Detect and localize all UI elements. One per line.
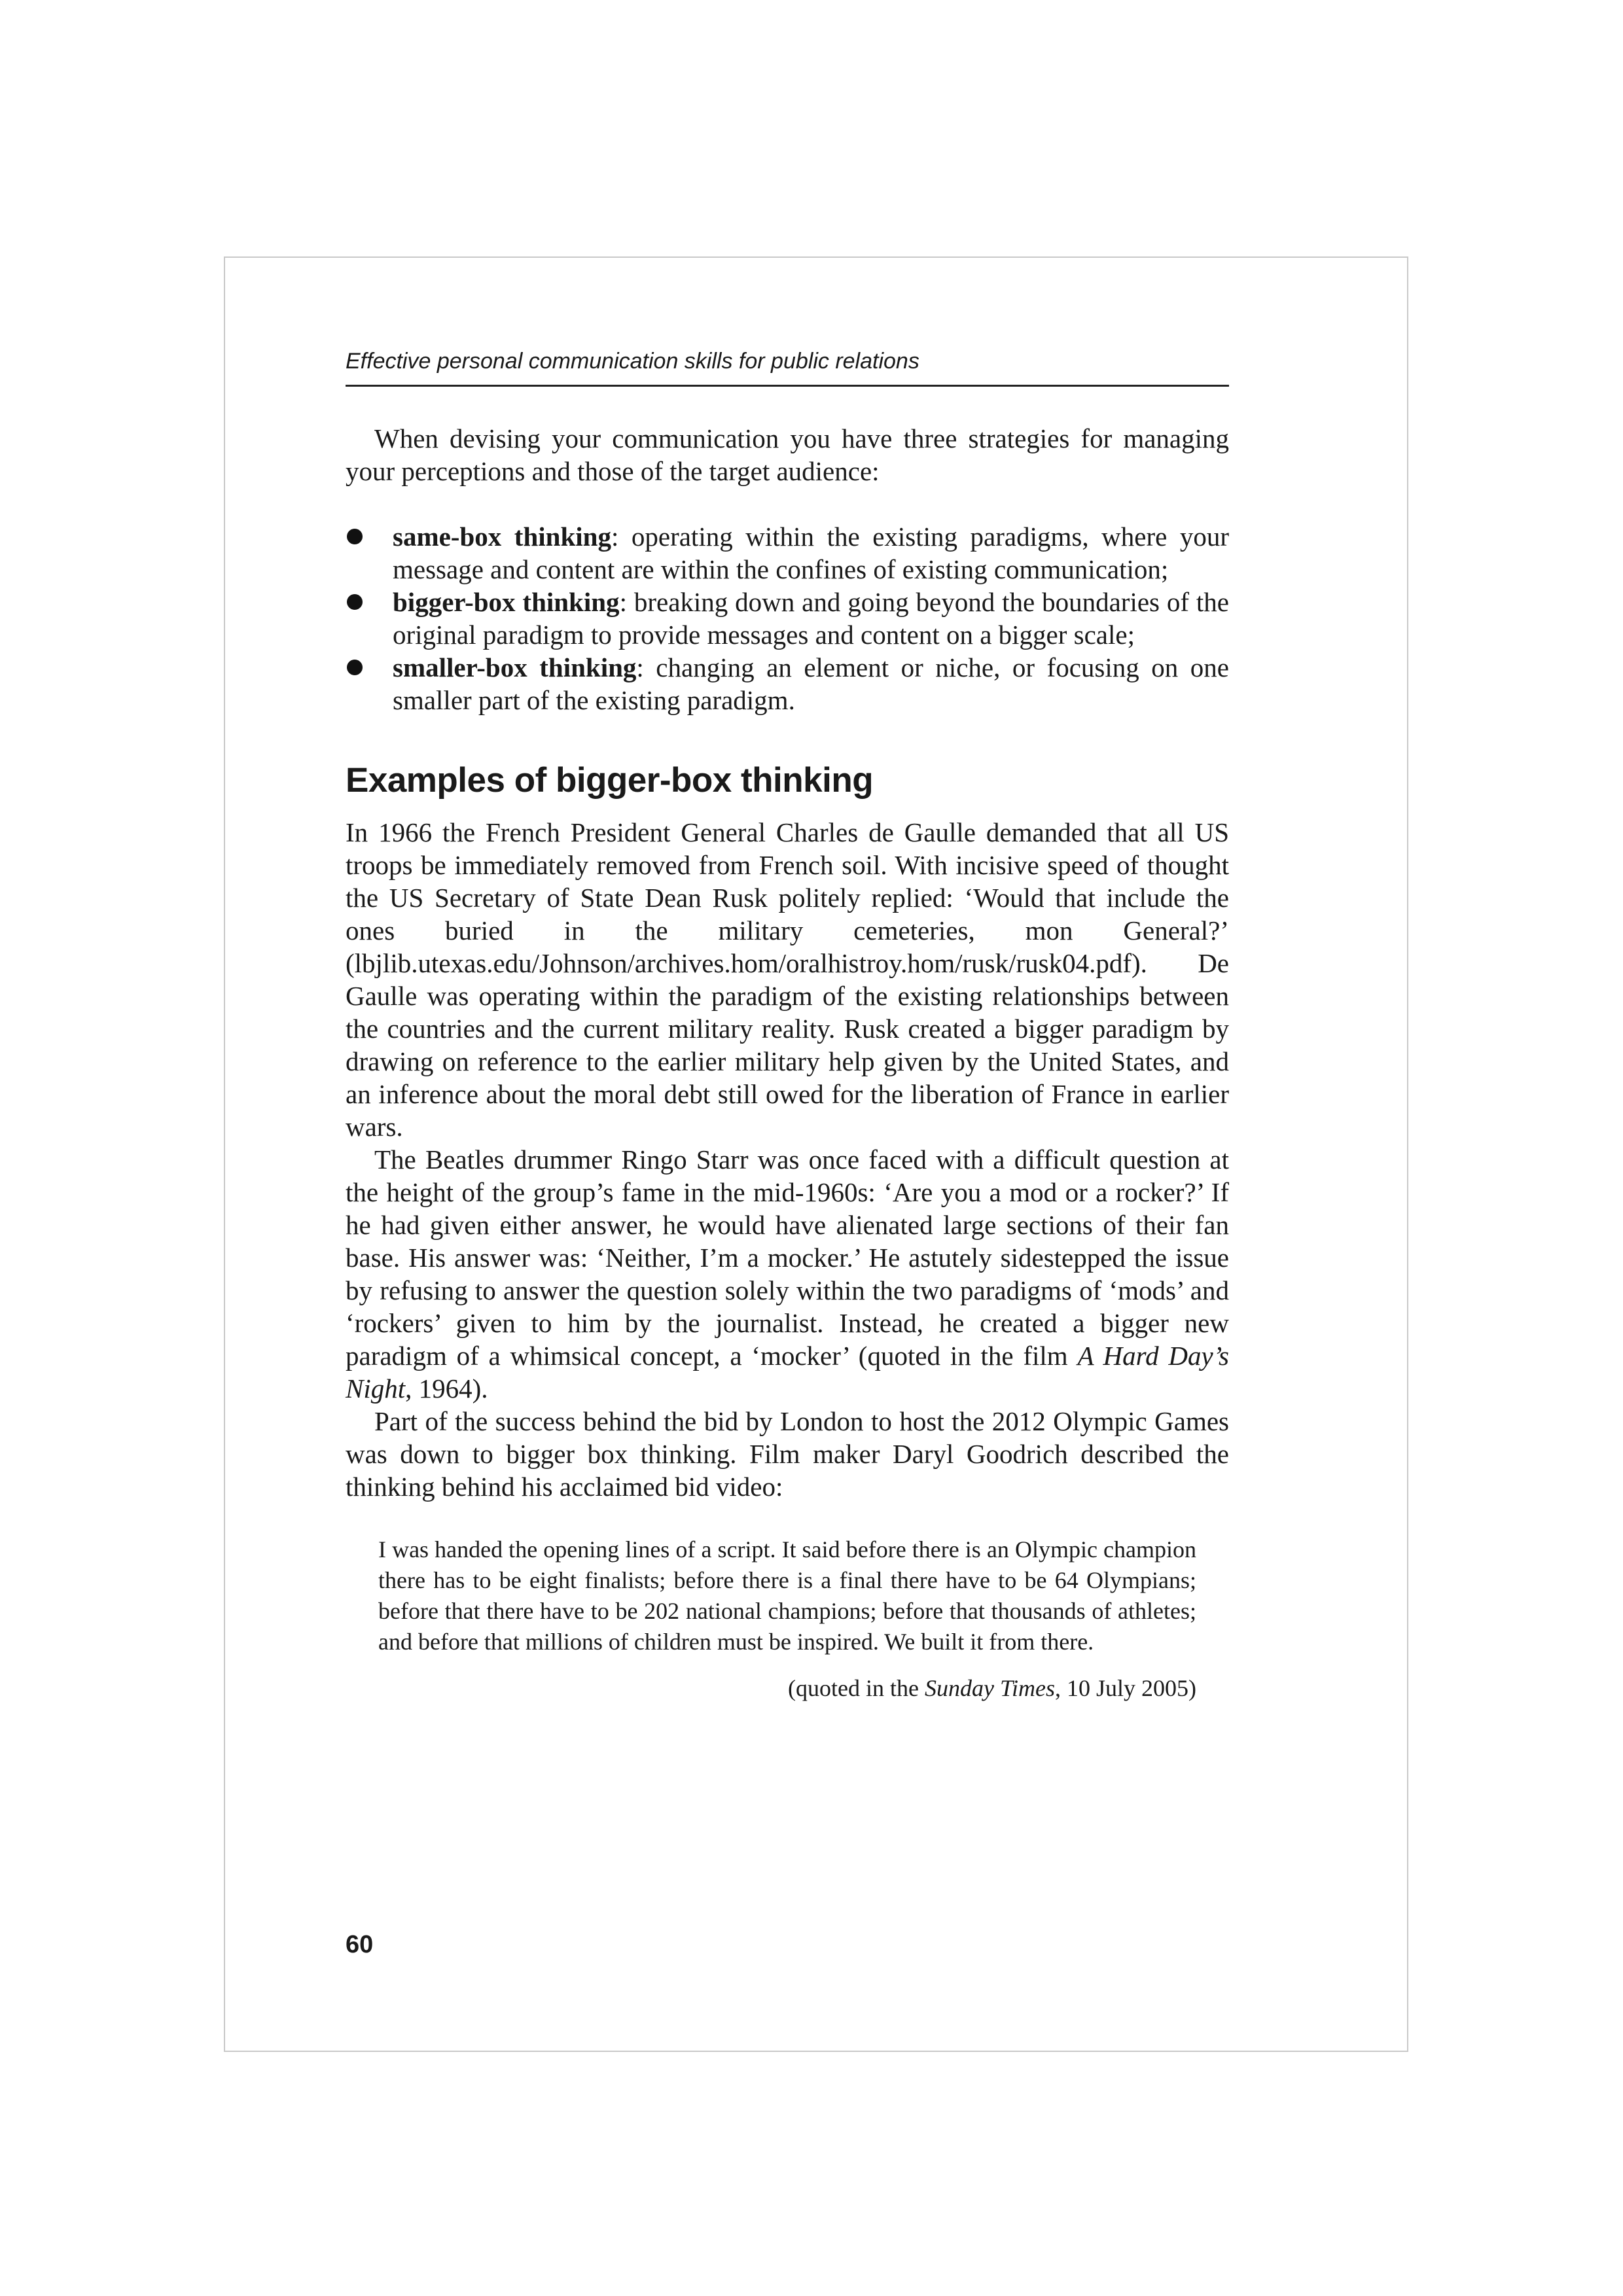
page-number: 60 bbox=[346, 1931, 374, 1958]
strategy-term: bigger-box thinking bbox=[393, 587, 620, 617]
paragraph-text-end: , 1964). bbox=[405, 1373, 488, 1404]
film-title: A Hard Day’s Night bbox=[346, 1341, 1229, 1404]
citation-date: , 10 July 2005) bbox=[1055, 1675, 1196, 1701]
strategy-description: : operating within the existing paradigms, where your message and content are within the confines of existing communication; bbox=[393, 521, 1229, 584]
bullet-icon bbox=[347, 529, 363, 544]
running-head: Effective personal communication skills for public relations bbox=[346, 347, 1229, 387]
list-item bbox=[346, 651, 1229, 716]
bullet-icon bbox=[347, 594, 363, 610]
bullet-icon bbox=[347, 660, 363, 675]
citation-text: (quoted in the bbox=[788, 1675, 925, 1701]
paragraph-text: The Beatles drummer Ringo Starr was once faced with a difficult question at the height of the group’s fame in the mid-1960s: ‘Are you a mod or a rocker?’ If he had given either answer, he would have alienated large sections of their fan base. His answer was: ‘Neither, I’m a mocker.’ He astutely sidestepped the issue by refusing to answer the question solely within the two paradigms of ‘mods’ and ‘rockers’ given to him by the journalist. Instead, he created a bigger new paradigm of a whimsical concept, a ‘mocker’ (quoted in the film bbox=[346, 1144, 1229, 1371]
block-quote bbox=[378, 1534, 1196, 1657]
strategy-description: : changing an element or niche, or focusing on one smaller part of the existing paradigm. bbox=[393, 652, 1229, 715]
list-item bbox=[346, 520, 1229, 586]
page-content bbox=[346, 347, 1229, 1704]
body-paragraph-olympics: Part of the success behind the bid by London to host the 2012 Olympic Games was down to bigger box thinking. Film maker Daryl Goodrich described the thinking behind his acclaimed bid video: bbox=[346, 1406, 1229, 1502]
section-heading: Examples of bigger-box thinking bbox=[346, 761, 874, 800]
strategy-term: smaller-box thinking bbox=[393, 652, 637, 682]
strategy-term: same-box thinking bbox=[393, 521, 611, 552]
quote-text: I was handed the opening lines of a script. It said before there is an Olympic champion there has to be eight finalists; before there is a final there have to be 64 Olympians; before that there have to be 202 national champions; before that thousands of athletes; and before that millions of children must be inspired. We built it from there. bbox=[378, 1536, 1196, 1655]
body-paragraph-ringo-starr bbox=[346, 1143, 1229, 1405]
strategy-description: : breaking down and going beyond the boundaries of the original paradigm to provide messages and content on a bigger scale; bbox=[393, 587, 1230, 650]
quote-citation bbox=[378, 1673, 1196, 1704]
list-item bbox=[346, 586, 1229, 651]
strategy-list bbox=[346, 520, 1229, 716]
body-paragraph-de-gaulle: In 1966 the French President General Charles de Gaulle demanded that all US troops be immediately removed from French soil. With incisive speed of thought the US Secretary of State Dean Rusk politely replied: ‘Would that include the ones buried in the military cemeteries, mon General?’ (lbjlib.utexas.edu/Johnson/archives.hom/oralhistroy.hom/rusk/rusk04.pdf). De Gaulle was operating within the paradigm of the existing relationships between the countries and the current military reality. Rusk created a bigger paradigm by drawing on reference to the earlier military help given by the United States, and an inference about the moral debt still owed for the liberation of France in earlier wars. bbox=[346, 817, 1229, 1142]
citation-source: Sunday Times bbox=[924, 1675, 1055, 1701]
intro-paragraph: When devising your communication you have three strategies for managing your perceptions and those of the target audience: bbox=[346, 423, 1229, 486]
